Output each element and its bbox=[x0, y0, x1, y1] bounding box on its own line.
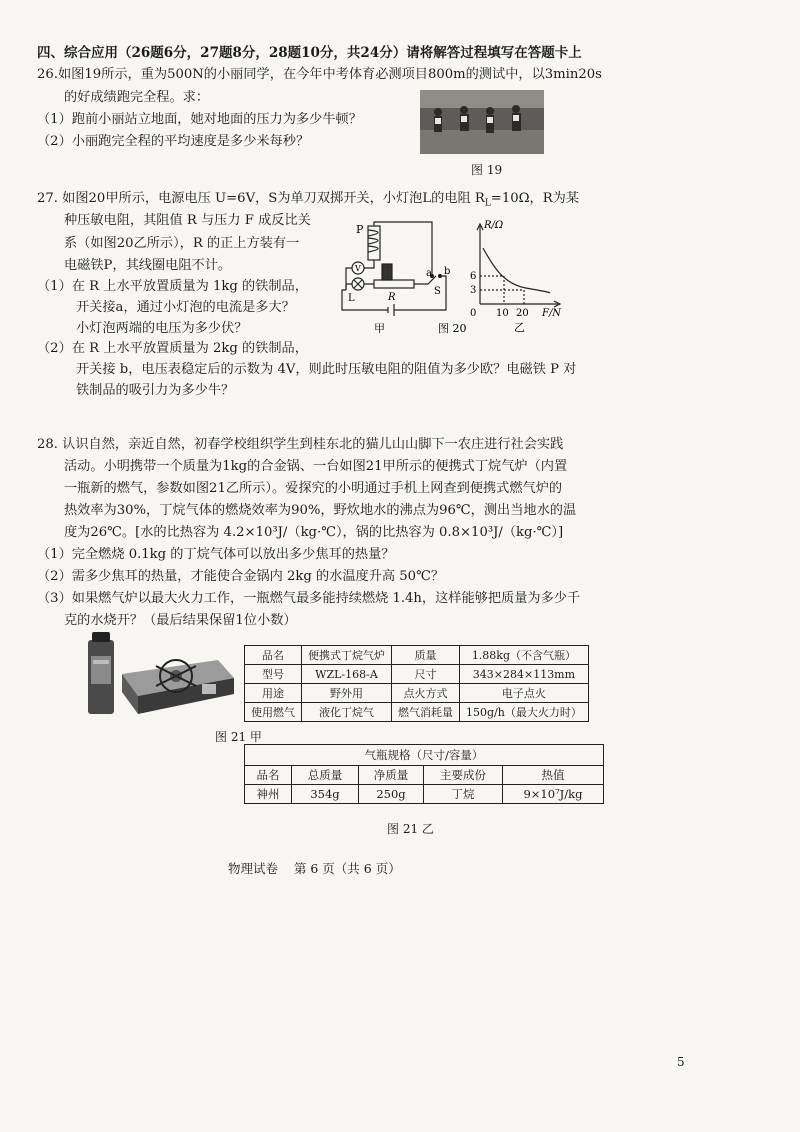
fig21-jia-caption: 图 21 甲 bbox=[215, 730, 262, 744]
q28-sub1: （1）完全燃烧 0.1kg 的丁烷气体可以放出多少焦耳的热量？ bbox=[37, 547, 395, 562]
q26-line2: 的好成绩跑完全程。求： bbox=[64, 90, 210, 105]
table-cell: 1.88kg（不含气瓶） bbox=[460, 646, 589, 665]
table-cell: 丁烷 bbox=[424, 785, 503, 804]
table-cell: 燃气消耗量 bbox=[392, 703, 460, 722]
table-cell: 尺寸 bbox=[392, 665, 460, 684]
graph-caption-yi: 乙 bbox=[514, 321, 525, 334]
q28-line2: 活动。小明携带一个质量为1kg的合金锅、一台如图21甲所示的便携式丁烷气炉（内置 bbox=[64, 459, 568, 474]
table-header: 品名 bbox=[245, 766, 292, 785]
table-row bbox=[245, 646, 589, 665]
gas-bottle-table bbox=[244, 744, 604, 804]
q28-sub3a: （3）如果燃气炉以最大火力工作，一瓶燃气最多能持续燃烧 1.4h，这样能够把质量为多少千 bbox=[37, 591, 581, 606]
table-row bbox=[245, 703, 589, 722]
table-row bbox=[245, 785, 604, 804]
q27-line3: 系（如图20乙所示），R 的正上方装有一 bbox=[64, 236, 300, 251]
table-row bbox=[245, 745, 604, 766]
label-R: R bbox=[388, 292, 396, 303]
table-header: 净质量 bbox=[359, 766, 424, 785]
rf-graph bbox=[466, 216, 576, 338]
q26-line1: 26.如图19所示，重为500N的小丽同学，在今年中考体育必测项目800m的测试中，以3min20s bbox=[37, 67, 602, 82]
q27-line1: 27. 如图20甲所示，电源电压 U=6V，S为单刀双掷开关，小灯泡L的电阻 $R_L=10\Omega$，R为某 bbox=[37, 191, 580, 209]
q27-sub1b: 开关接a，通过小灯泡的电流是多大？ bbox=[76, 300, 295, 315]
circuit-caption-jia: 甲 bbox=[374, 322, 385, 335]
q28-sub3b: 克的水烧开？（最后结果保留1位小数） bbox=[64, 613, 297, 628]
page-number: 5 bbox=[677, 1055, 685, 1069]
graph-xtick-20: 20 bbox=[516, 308, 529, 319]
table-header: 总质量 bbox=[292, 766, 359, 785]
table-cell: 液化丁烷气 bbox=[302, 703, 392, 722]
graph-xtick-10: 10 bbox=[496, 308, 509, 319]
label-L: L bbox=[348, 293, 355, 304]
q27-sub1c: 小灯泡两端的电压为多少伏？ bbox=[76, 321, 248, 336]
label-a: a bbox=[426, 268, 432, 279]
q27-sub1a: （1）在 R 上水平放置质量为 1kg 的铁制品， bbox=[37, 279, 308, 294]
table-row bbox=[245, 766, 604, 785]
table-cell: 使用燃气 bbox=[245, 703, 302, 722]
graph-ytick-3: 3 bbox=[470, 285, 477, 296]
section-header: 四、综合应用（26题6分，27题8分，28题10分，共24分）请将解答过程填写在答题卡上 bbox=[37, 45, 582, 61]
table-cell: 质量 bbox=[392, 646, 460, 665]
q27-line4: 电磁铁P，其线圈电阻不计。 bbox=[64, 258, 232, 273]
fig19-caption: 图 19 bbox=[471, 163, 503, 177]
table-cell: 型号 bbox=[245, 665, 302, 684]
table-cell: 神州 bbox=[245, 785, 292, 804]
q27-line2: 种压敏电阻，其阻值 R 与压力 F 成反比关 bbox=[64, 213, 311, 228]
table-cell: 电子点火 bbox=[460, 684, 589, 703]
fig21-yi-caption: 图 21 乙 bbox=[387, 822, 434, 836]
label-V: V bbox=[355, 264, 361, 273]
table-cell: 9×10⁷J/kg bbox=[503, 785, 604, 804]
table-row bbox=[245, 665, 589, 684]
q28-line4: 热效率为30%，丁烷气体的燃烧效率为90%，野炊地水的沸点为96℃，测出当地水的温 bbox=[64, 503, 577, 518]
stove-spec-table bbox=[244, 645, 589, 722]
table-row bbox=[245, 684, 589, 703]
table-cell: 用途 bbox=[245, 684, 302, 703]
stove-photo bbox=[78, 626, 238, 722]
table-cell: 343×284×113mm bbox=[460, 665, 589, 684]
graph-origin: 0 bbox=[470, 308, 477, 319]
q28-line5: 度为26℃。[水的比热容为 4.2×10³J/（kg·℃），锅的比热容为 0.8×10³J/（kg·℃）] bbox=[64, 525, 564, 540]
q26-sub1: （1）跑前小丽站立地面，她对地面的压力为多少牛顿？ bbox=[37, 112, 362, 127]
q28-sub2: （2）需多少焦耳的热量，才能使合金锅内 2kg 的水温度升高 50℃？ bbox=[37, 569, 445, 584]
table-cell: 354g bbox=[292, 785, 359, 804]
label-P: P bbox=[356, 223, 364, 236]
graph-ytick-6: 6 bbox=[470, 271, 477, 282]
table-cell: 野外用 bbox=[302, 684, 392, 703]
table-cell: 150g/h（最大火力时） bbox=[460, 703, 589, 722]
table-header: 热值 bbox=[503, 766, 604, 785]
q27-sub2a: （2）在 R 上水平放置质量为 2kg 的铁制品， bbox=[37, 341, 308, 356]
q27-sub2b: 开关接 b，电压表稳定后的示数为 4V，则此时压敏电阻的阻值为多少欧？电磁铁 P 对 bbox=[76, 362, 577, 377]
graph-ylabel: R/Ω bbox=[484, 220, 504, 231]
graph-xlabel: F/N bbox=[542, 308, 562, 319]
runners-photo bbox=[420, 90, 544, 154]
q26-sub2: （2）小丽跑完全程的平均速度是多少米每秒？ bbox=[37, 134, 310, 149]
label-S: S bbox=[434, 286, 441, 297]
q27-sub2c: 铁制品的吸引力为多少牛？ bbox=[76, 383, 235, 398]
page-footer: 物理试卷 第 6 页（共 6 页） bbox=[228, 861, 401, 876]
circuit-diagram bbox=[336, 218, 466, 338]
q28-line1: 28. 认识自然，亲近自然，初春学校组织学生到桂东北的猫儿山山脚下一农庄进行社会实践 bbox=[37, 437, 564, 452]
q28-line3: 一瓶新的燃气，参数如图21乙所示）。爱探究的小明通过手机上网查到便携式燃气炉的 bbox=[64, 481, 563, 496]
table-cell: WZL-168-A bbox=[302, 665, 392, 684]
table-cell: 便携式丁烷气炉 bbox=[302, 646, 392, 665]
label-b: b bbox=[444, 266, 451, 277]
table-cell: 点火方式 bbox=[392, 684, 460, 703]
table-cell: 250g bbox=[359, 785, 424, 804]
fig20-caption: 图 20 bbox=[438, 322, 466, 335]
table-cell: 品名 bbox=[245, 646, 302, 665]
table-title: 气瓶规格（尺寸/容量） bbox=[245, 745, 604, 766]
table-header: 主要成份 bbox=[424, 766, 503, 785]
